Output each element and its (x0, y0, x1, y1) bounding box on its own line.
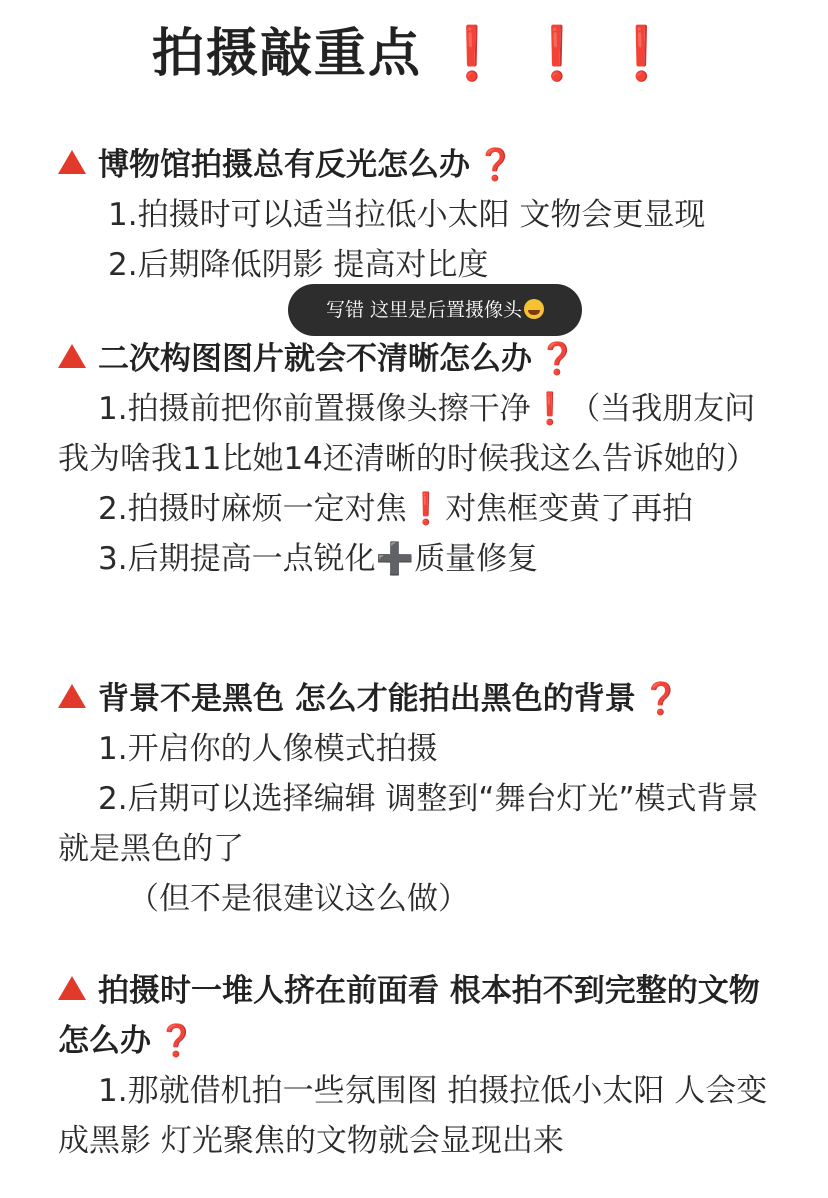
page-title (0, 18, 828, 90)
section-black-background (58, 674, 770, 924)
exclamation-icon: ❗ (530, 391, 570, 427)
page-title-text: 拍摄敲重点 (151, 24, 422, 84)
question-mark-icon: ❓ (641, 681, 681, 717)
comment-bubble (288, 284, 582, 336)
red-triangle-icon (58, 150, 86, 174)
list-item: 2.后期可以选择编辑 调整到“舞台灯光”模式背景就是黑色的了 (58, 781, 759, 867)
list-item: 1.开启你的人像模式拍摄 (98, 731, 438, 767)
section-heading: 二次构图图片就会不清晰怎么办 ❓ (58, 334, 770, 384)
comment-text: 写错 这里是后置摄像头 (325, 299, 523, 321)
list-item: 2.拍摄时麻烦一定对焦❗对焦框变黄了再拍 (98, 491, 694, 527)
list-item: 1.拍摄时可以适当拉低小太阳 文物会更显现 (108, 197, 706, 233)
exclamation-icon: ❗ (609, 24, 677, 84)
section-blurry (58, 334, 770, 584)
list-item: 3.后期提高一点锐化➕质量修复 (98, 541, 539, 577)
section-crowd (58, 966, 770, 1166)
list-item: 1.拍摄前把你前置摄像头擦干净❗（当我朋友问我为啥我11比她14还清晰的时候我这么告诉她的） (58, 391, 757, 477)
question-mark-icon: ❓ (476, 147, 515, 183)
section-heading: 博物馆拍摄总有反光怎么办 ❓ (58, 140, 770, 190)
exclamation-icon: ❗ (524, 24, 592, 84)
list-item: 1.那就借机拍一些氛围图 拍摄拉低小太阳 人会变成黑影 灯光聚焦的文物就会显现出来 (58, 1073, 768, 1159)
exclamation-icon: ❗ (406, 491, 446, 527)
list-item: （但不是很建议这么做） (128, 881, 469, 917)
red-triangle-icon (58, 684, 86, 708)
section-heading: 背景不是黑色 怎么才能拍出黑色的背景 ❓ (58, 674, 770, 724)
section-reflection (58, 140, 770, 290)
question-mark-icon: ❓ (538, 341, 577, 377)
plus-icon: ➕ (375, 541, 415, 577)
red-triangle-icon (58, 344, 86, 368)
red-triangle-icon (58, 976, 86, 1000)
question-mark-icon: ❓ (157, 1023, 196, 1059)
list-item: 2.后期降低阴影 提高对比度 (108, 247, 489, 283)
exclamation-icon: ❗ (439, 24, 507, 84)
section-heading: 拍摄时一堆人挤在前面看 根本拍不到完整的文物怎么办 ❓ (58, 973, 760, 1059)
laughing-tears-emoji-icon (524, 299, 544, 319)
